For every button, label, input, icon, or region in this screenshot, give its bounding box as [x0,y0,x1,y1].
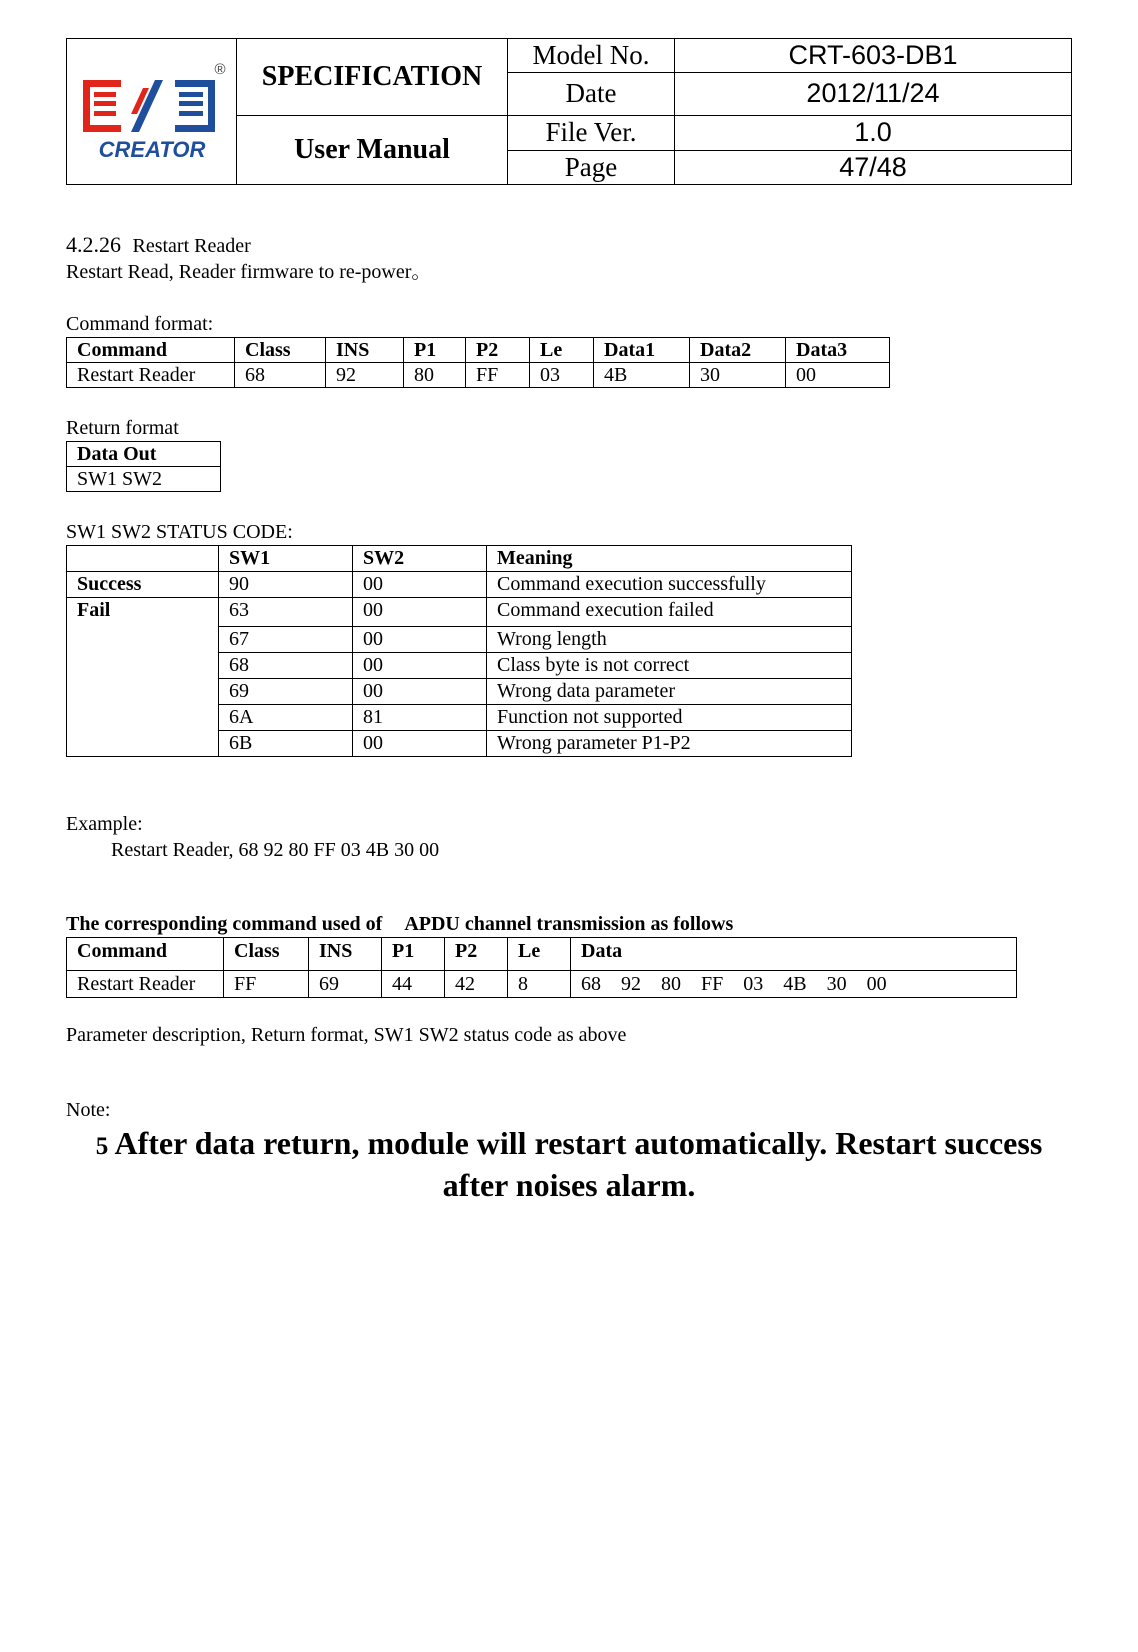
note-line-2: after noises alarm. [442,1167,696,1203]
logo-cell [67,39,237,185]
header-cell: Data2 [690,338,786,363]
table-header-row [67,546,852,572]
data-byte: 30 [826,973,847,995]
cell: Wrong data parameter [487,679,852,705]
document-header [66,38,1072,185]
return-format-label: Return format [66,417,179,439]
fail-label: Fail [67,598,219,757]
cell: Function not supported [487,705,852,731]
spec-title: SPECIFICATION [237,39,508,116]
cell: 69 [309,971,382,998]
cell: Restart Reader [67,971,224,998]
cell: 92 [326,363,404,388]
apdu-heading-b: APDU channel transmission as follows [404,913,734,935]
cell: 42 [445,971,508,998]
data-byte: 68 [581,973,601,995]
header-cell: P1 [382,938,445,971]
cell: 4B [594,363,690,388]
cell: 03 [530,363,594,388]
header-cell [67,546,219,572]
table-row [67,363,890,388]
cell: Wrong parameter P1-P2 [487,731,852,757]
cell: 8 [508,971,571,998]
note-number: 5 [95,1133,109,1160]
note-label: Note: [66,1099,111,1121]
cell: 44 [382,971,445,998]
return-format-table [66,441,221,492]
cell: 00 [353,731,487,757]
apdu-heading [66,912,733,937]
page-value: 47/48 [675,150,1072,184]
cell: 00 [353,679,487,705]
status-code-label: SW1 SW2 STATUS CODE: [66,521,293,543]
data-byte: FF [701,973,724,995]
date-label: Date [508,73,675,115]
registered-mark: ® [213,61,226,78]
note-text [66,1124,1072,1204]
table-row [67,971,1017,998]
header-cell: Data3 [786,338,890,363]
header-cell: Le [508,938,571,971]
data-bytes-cell [571,971,1017,998]
example-text: Restart Reader, 68 92 80 FF 03 4B 30 00 [111,839,440,861]
cell: 81 [353,705,487,731]
data-byte: 80 [661,973,681,995]
table-row [67,572,852,598]
header-cell: INS [309,938,382,971]
command-format-label: Command format: [66,313,214,335]
cell: 6B [219,731,353,757]
header-cell: Command [67,938,224,971]
cell: 00 [353,627,487,653]
section-description: Restart Read, Reader firmware to re-power。 [66,261,432,283]
cell: 68 [219,653,353,679]
cell: 30 [690,363,786,388]
command-format-table [66,337,890,388]
section-heading [66,231,251,260]
success-label: Success [67,572,219,598]
logo-text: CREATOR [98,137,205,162]
header-cell: Meaning [487,546,852,572]
header-cell: P1 [404,338,466,363]
cell: 69 [219,679,353,705]
model-label: Model No. [508,39,675,73]
example-label: Example: [66,813,143,835]
cell: 00 [353,598,487,627]
table-row [67,598,852,627]
data-byte: 03 [743,973,764,995]
cell: Restart Reader [67,363,235,388]
cell: 67 [219,627,353,653]
data-byte: 92 [621,973,641,995]
apdu-command-table [66,937,1017,998]
cell: Command execution failed [487,598,852,627]
file-ver-value: 1.0 [675,115,1072,150]
cell: Class byte is not correct [487,653,852,679]
note-line-1: After data return, module will restart automatically. Restart success [114,1125,1043,1161]
header-cell: Data Out [67,442,221,467]
file-ver-label: File Ver. [508,115,675,150]
cell: Command execution successfully [487,572,852,598]
cell: Wrong length [487,627,852,653]
header-cell: Command [67,338,235,363]
section-number: 4.2.26 [66,232,121,257]
cell: 80 [404,363,466,388]
table-header-row [67,338,890,363]
model-value: CRT-603-DB1 [675,39,1072,73]
cell: 90 [219,572,353,598]
data-byte: 4B [783,973,807,995]
parameter-description: Parameter description, Return format, SW1 SW2 status code as above [66,1024,627,1046]
cell: 00 [353,572,487,598]
cell: FF [466,363,530,388]
cell: 00 [353,653,487,679]
apdu-heading-a: The corresponding command used of [66,913,383,935]
cell: SW1 SW2 [67,467,221,492]
cell: 00 [786,363,890,388]
cell: 63 [219,598,353,627]
header-cell: P2 [445,938,508,971]
header-cell: Le [530,338,594,363]
creator-logo [77,54,227,164]
status-code-table [66,545,852,757]
doc-title: User Manual [237,115,508,184]
section-title: Restart Reader [132,235,251,257]
header-cell: Data [571,938,1017,971]
header-cell: Class [235,338,326,363]
header-cell: Data1 [594,338,690,363]
header-cell: P2 [466,338,530,363]
cell: FF [224,971,309,998]
cell: 68 [235,363,326,388]
header-cell: SW2 [353,546,487,572]
cell: 6A [219,705,353,731]
header-cell: SW1 [219,546,353,572]
table-header-row [67,938,1017,971]
header-cell: INS [326,338,404,363]
date-value: 2012/11/24 [675,73,1072,115]
data-byte: 00 [866,973,887,995]
header-cell: Class [224,938,309,971]
page-label: Page [508,150,675,184]
